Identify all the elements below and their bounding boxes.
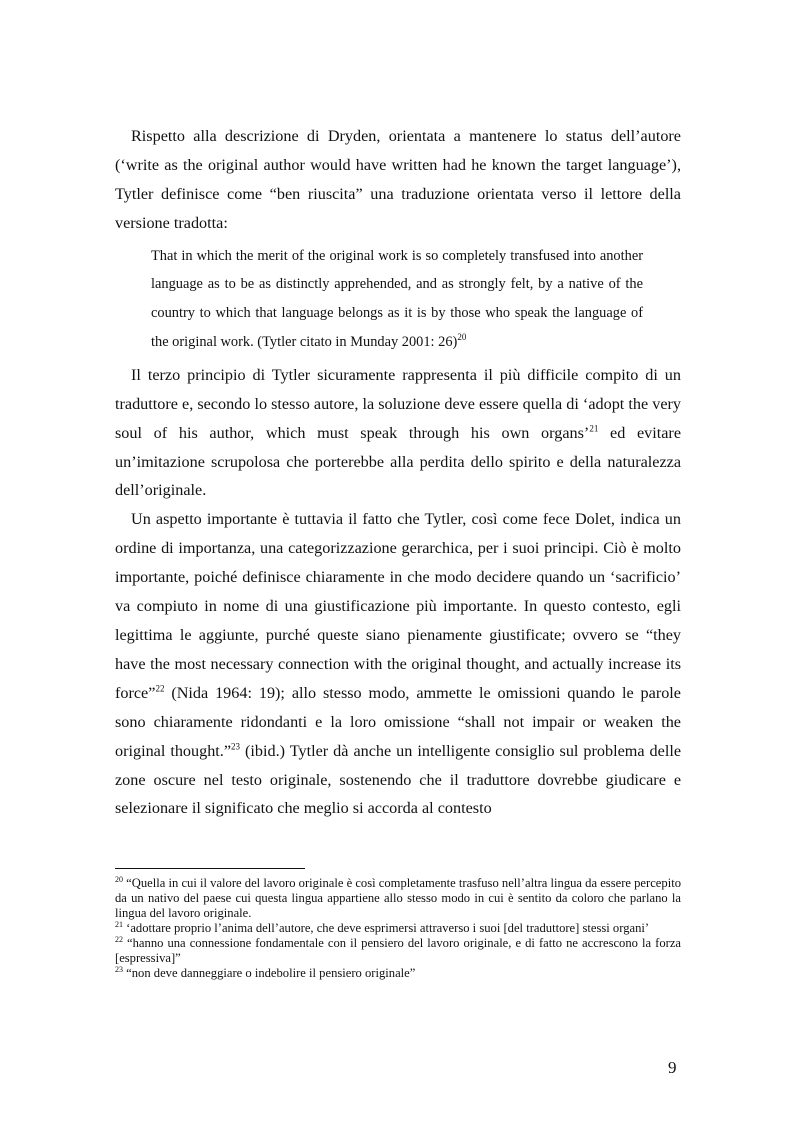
footnotes [115,876,681,981]
footnote-ref-21[interactable]: 21 [589,423,599,434]
footnote-22: $^{22}$ “hanno una connessione fondamentale con il pensiero del lavoro originale, e di fatto ne accrescono la forza [espressiva]” [115,934,681,965]
paragraph-dryden: Rispetto alla descrizione di Dryden, orientata a mantenere lo status dell’autore (‘write as the original author would have written had he known the target language’), Tytler definisce come “ben riuscita” una traduzione orientata verso il lettore della versione tradotta: [115,127,681,232]
block-quote-tytler: That in which the merit of the original work is so completely transfused into another language as to be as distinctly apprehended, and as strongly felt, by a native of the country to which that language belongs as it is by those who speak the language of the original work. (Tytler citato in Munday 2001: 26)$^{20}$ [151,247,643,351]
body-text [115,122,681,823]
footnote-divider [115,868,305,869]
footnote-23: $^{23}$ “non deve danneggiare o indebolire il pensiero originale” [115,964,416,980]
footnote-21: $^{21}$ ‘adottare proprio l’anima dell’autore, che deve esprimersi attraverso i suoi [del traduttore] stessi organi’ [115,919,650,935]
paragraph-third-principle: Il terzo principio di Tytler sicuramente rappresenta il più difficile compito di un traduttore e, secondo lo stesso autore, la soluzione deve essere quella di ‘adopt the very soul of his author, which must speak through his own organs’$^{21}$ ed evitare un’imitazione scrupolosa che porterebbe alla perdita dello spirito e della naturalezza dell’originale. [115,365,682,500]
footnote-20: $^{20}$ “Quella in cui il valore del lavoro originale è così completamente trasfuso nell’altra lingua da essere percepito da un nativo del paese cui questa lingua appartiene allo stesso modo in cui è sentito da coloro che parlano la lingua del lavoro originale. [115,874,681,920]
footnote-ref-22[interactable]: 22 [155,683,165,694]
page-number: 9 [668,1058,677,1077]
paragraph-hierarchy: Un aspetto importante è tuttavia il fatto che Tytler, così come fece Dolet, indica un ordine di importanza, una categorizzazione gerarchica, per i suoi principi. Ciò è molto importante, poiché definisce chiaramente in che modo decidere quando un ‘sacrificio’ va compiuto in nome di una giustificazione più importante. In questo contesto, egli legittima le aggiunte, purché queste siano pienamente giustificate; ovvero se “they have the most necessary connection with the original thought, and actually increase its force”$^{22}$ (Nida 1964: 19); allo stesso modo, ammette le omissioni quando le parole sono chiaramente ridondanti e la loro omissione “shall not impair or weaken the original thought.”$^{23}$ (ibid.) Tytler dà anche un intelligente consiglio sul problema delle zone oscure nel testo originale, sostenendo che il traduttore dovrebbe giudicare e selezionare il significato che meglio si accorda al contesto [115,510,682,818]
footnote-ref-20[interactable]: 20 [457,332,467,343]
footnote-ref-23[interactable]: 23 [231,741,241,752]
